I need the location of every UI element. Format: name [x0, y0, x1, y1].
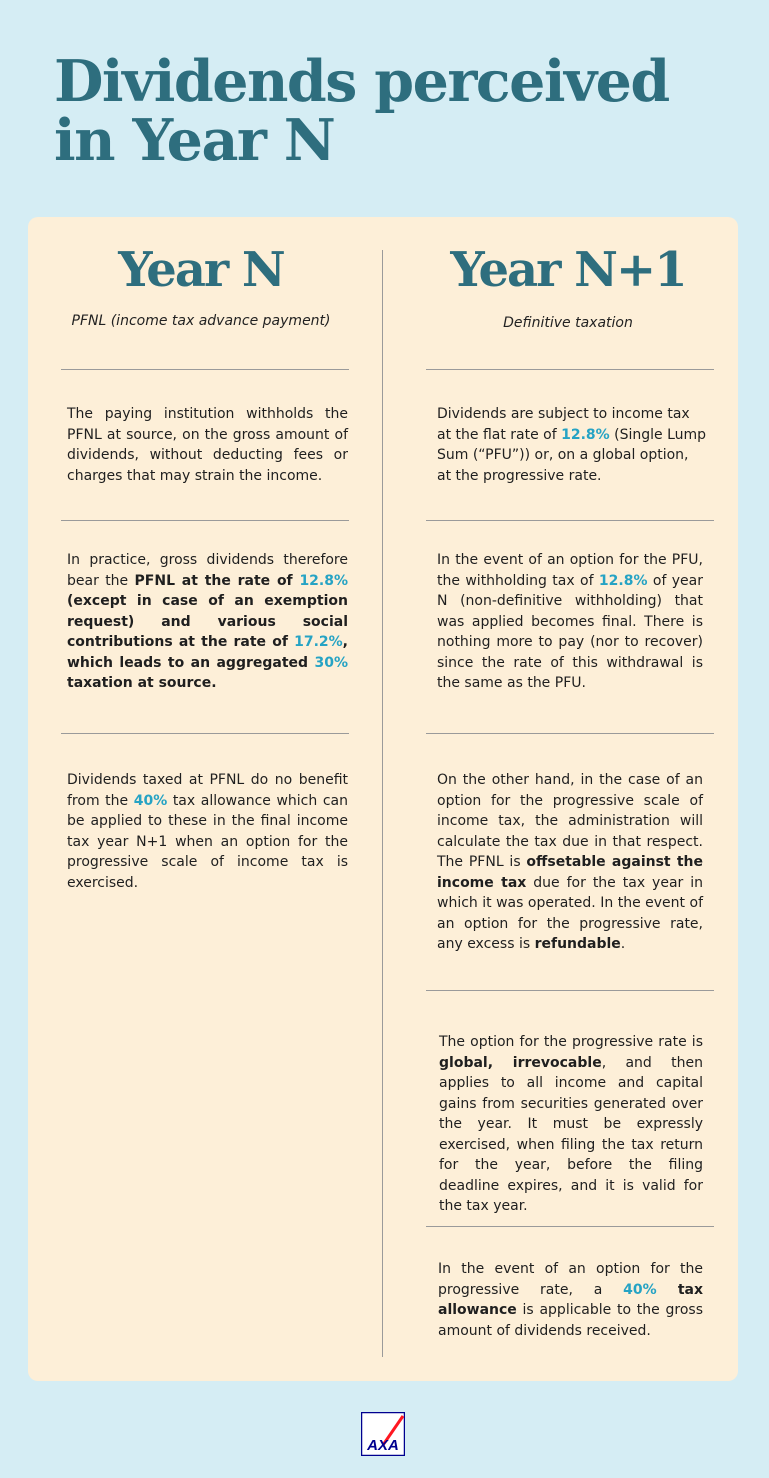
right-p2-text-1: In the event of an option for the PFU, the withholding tax of	[437, 552, 703, 589]
allowance-rate-value: 40%	[133, 792, 168, 809]
right-rule-4	[426, 990, 714, 991]
left-p2-bold-1	[67, 573, 348, 692]
right-p1-text-2: (Single Lump Sum (“PFU”)) or, on a global option, at the progressive rate.	[437, 426, 707, 484]
right-rule-5	[426, 1226, 714, 1227]
year-n-heading: Year N	[118, 242, 284, 298]
left-rule-2	[61, 520, 349, 521]
right-p2-text-2: of year N (non-definitive withholding) that was applied becomes final. There is nothing more to pay (nor to recover) since the rate of this withdrawal is the same as the PFU.	[437, 572, 703, 691]
left-p3-text-2: tax allowance which can be applied to these in the final income tax year N+1 when an option for the progressive scale of income tax is exercised.	[67, 792, 348, 891]
left-p3-text-1: Dividends taxed at PFNL do no benefit from the	[67, 772, 348, 809]
year-n1-subtitle: Definitive taxation	[503, 315, 633, 331]
left-rule-3	[61, 733, 349, 734]
right-p1-text-1: Dividends are subject to income tax at the flat rate of	[437, 406, 690, 443]
right-p4-text-1: The option for the progressive rate is	[439, 1034, 703, 1050]
right-p3-text-1: On the other hand, in the case of an option for the progressive scale of income tax, the administration will calculate the tax due in that respect. The PFNL is	[437, 772, 703, 870]
page-title-line-1: Dividends perceived	[54, 48, 669, 115]
left-rule-1	[61, 369, 349, 370]
right-paragraph-5	[438, 1259, 703, 1341]
axa-logo-text: AXA	[367, 1437, 399, 1454]
right-rule-2	[426, 520, 714, 521]
axa-logo-icon	[361, 1412, 405, 1456]
right-paragraph-2	[437, 550, 703, 694]
pfnl-rate-value: 12.8%	[299, 572, 349, 589]
right-p3-text-3: .	[620, 936, 626, 952]
left-paragraph-1: The paying institution withholds the PFNL at source, on the gross amount of dividends, without deducting fees or charges that may strain the income.	[67, 406, 348, 484]
right-paragraph-3	[437, 770, 703, 955]
left-p2-text-3: (except in case of an exemption request) and various social contributions at the rate of	[67, 593, 348, 650]
withholding-rate-value: 12.8%	[598, 572, 648, 589]
right-p4-text-2: , and then applies to all income and capital gains from securities generated over the year. It must be expressly exercised, when filing the tax return for the year, before the filing deadline expires, and it is valid for the tax year.	[439, 1054, 703, 1214]
progressive-allowance-rate-value: 40%	[623, 1281, 657, 1298]
column-divider	[382, 250, 383, 1357]
page-title	[54, 48, 669, 174]
left-paragraph-2	[67, 550, 348, 694]
year-n1-heading: Year N+1	[450, 242, 686, 298]
right-p3-text-2: due for the tax year in which it was operated. In the event of an option for the progressive rate, any excess is	[437, 874, 704, 952]
right-rule-3	[426, 733, 714, 734]
right-paragraph-4	[439, 1032, 703, 1217]
year-n-subtitle: PFNL (income tax advance payment)	[71, 313, 331, 329]
right-rule-1	[426, 369, 714, 370]
left-p2-text-5: taxation at source.	[67, 675, 217, 691]
left-p2-text-2: PFNL at the rate of	[134, 572, 300, 589]
comparison-card	[28, 217, 738, 1381]
left-p2-text-1: In practice, gross dividends therefore bear the	[67, 552, 348, 589]
social-contrib-rate-value: 17.2%	[294, 634, 343, 650]
aggregated-rate-value: 30%	[314, 654, 348, 671]
tax-allowance-text: tax allowance	[438, 1281, 704, 1318]
page-title-line-2: in Year N	[54, 107, 335, 174]
left-p2-text-4: , which leads to an aggregated	[67, 634, 348, 671]
refundable-text: refundable	[534, 936, 621, 952]
flat-rate-value: 12.8%	[561, 426, 610, 443]
right-paragraph-1	[437, 404, 707, 486]
left-paragraph-3	[67, 770, 348, 893]
right-p5-text-2: is applicable to the gross amount of dividends received.	[438, 1302, 703, 1339]
right-p5-text-1: In the event of an option for the progressive rate, a	[438, 1261, 703, 1298]
offsetable-text: offsetable against the income tax	[437, 854, 703, 891]
global-irrevocable-text: global, irrevocable	[439, 1054, 602, 1071]
